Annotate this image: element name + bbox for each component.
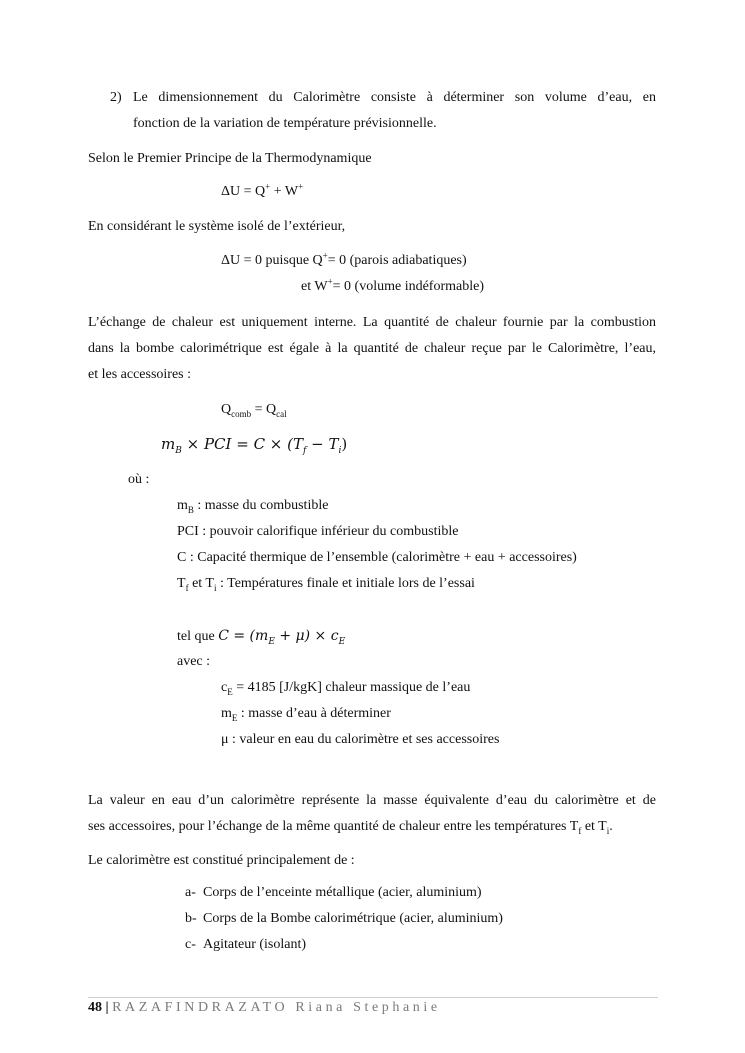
definition-mu: μ : valeur en eau du calorimètre et ses accessoires <box>221 732 500 747</box>
list-item: c- Agitateur (isolant) <box>185 937 307 952</box>
definition-c: C : Capacité thermique de l’ensemble (calorimètre + eau + accessoires) <box>177 550 577 565</box>
equation-mass-pci: $m_B$ × PCI = $C \times (T_f - T_i)$ <box>161 435 348 456</box>
equation-volume: et W+= 0 (volume indéformable) <box>301 276 485 294</box>
exchange-line3: et les accessoires : <box>88 367 192 382</box>
list-item: a- Corps de l’enceinte métallique (acier, aluminium) <box>185 885 482 900</box>
definition-me: $m_E$ : masse d’eau à déterminer <box>221 706 391 723</box>
page-number: 48 <box>88 1000 102 1015</box>
definition-temperatures: $T_f$ et $T_i$ : Températures finale et initiale lors de l’essai <box>177 576 475 593</box>
footer-author: RAZAFINDRAZATO Riana Stephanie <box>112 1000 441 1015</box>
principle-intro: Selon le Premier Principe de la Thermodynamique <box>88 151 372 166</box>
avec-label: avec : <box>177 654 211 669</box>
list-item: b- Corps de la Bombe calorimétrique (acier, aluminium) <box>185 911 503 926</box>
equation-q-balance: $Q_{comb} = Q_{cal}$ <box>221 402 287 419</box>
list-marker-2: 2) <box>110 90 122 105</box>
item2-line1: Le dimensionnement du Calorimètre consiste à déterminer son volume d’eau, en <box>133 90 656 105</box>
definition-ce: $c_E = 4185$ [J/kgK] chaleur massique de l’eau <box>221 680 471 697</box>
valeur-line1: La valeur en eau d’un calorimètre représente la masse équivalente d’eau du calorimètre et de <box>88 793 656 808</box>
equation-capacity: tel que $C = (m_E + \mu) \times c_E$ <box>177 628 346 647</box>
definition-pci: PCI : pouvoir calorifique inférieur du combustible <box>177 524 459 539</box>
footer-divider <box>88 997 658 998</box>
valeur-line2: ses accessoires, pour l’échange de la même quantité de chaleur entre les températures $T_f$ et $T_i$. <box>88 819 613 836</box>
where-label: où : <box>128 472 150 487</box>
exchange-line1: L’échange de chaleur est uniquement interne. La quantité de chaleur fournie par la combustion <box>88 315 656 330</box>
exchange-line2: dans la bombe calorimétrique est égale à la quantité de chaleur reçue par le Calorimètre, l’eau, <box>88 341 656 356</box>
definition-mb: $m_B$ : masse du combustible <box>177 498 329 515</box>
composition-intro: Le calorimètre est constitué principalement de : <box>88 853 355 868</box>
equation-isolated: ΔU = 0 puisque Q+= 0 (parois adiabatiques) <box>221 250 467 268</box>
isolated-intro: En considérant le système isolé de l’extérieur, <box>88 219 346 234</box>
item2-line2: fonction de la variation de température prévisionnelle. <box>133 116 437 131</box>
page-footer: 48 | RAZAFINDRAZATO Riana Stephanie <box>88 1000 441 1015</box>
equation-first-principle: ΔU = Q+ + W+ <box>221 181 304 199</box>
